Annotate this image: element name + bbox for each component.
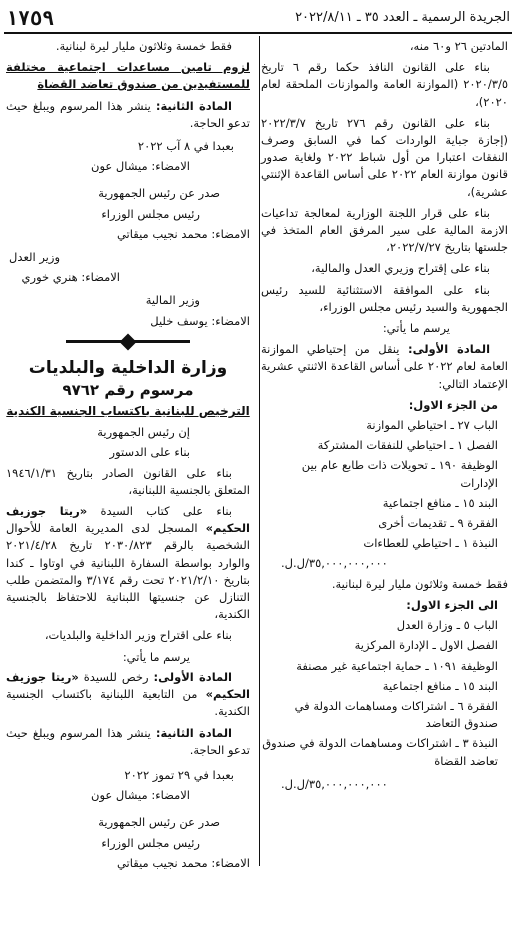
list-item: الفصل الاول ـ الإدارة المركزية <box>354 638 498 653</box>
date: بعبدا في ٢٩ تموز ٢٠٢٢ <box>124 767 234 782</box>
column-divider <box>259 36 260 866</box>
signature: الامضاء: محمد نجيب ميقاتي <box>116 855 250 870</box>
article-label: المادة الأولى: <box>407 342 491 357</box>
list-item: الفصل ١ ـ احتياطي للنفقات المشتركة <box>317 438 498 453</box>
decree-title: الترخيص للبنانية باكتساب الجنسية الكندية <box>6 404 250 419</box>
signatory-title: وزير المالية <box>145 293 200 308</box>
paragraph: المادتين ٢٦ و٦٠ منه، <box>409 39 508 53</box>
paragraph: بناء على القانون النافذ حكما رقم ٦ تاريخ ٢٠٢٠/٣/٥ (الموازنة العامة والموازنات الملحقة لعام ٢٠٢٠)، <box>261 60 508 109</box>
list-item: الوظيفة ١٠٩١ ـ حماية اجتماعية غير مصنفة <box>296 658 498 673</box>
paragraph: بناء على الدستور <box>109 445 190 460</box>
person-name: «ريتا جوزيف الحكيم» <box>6 504 250 536</box>
signatory-title: رئيس مجلس الوزراء <box>101 206 200 221</box>
paragraph <box>6 503 250 623</box>
from-heading: من الجزء الاول: <box>408 397 498 412</box>
article-label: المادة الثانية: <box>155 725 232 740</box>
list-item: الوظيفة ١٩٠ ـ تحويلات ذات طابع عام بين الإدارات <box>301 458 498 490</box>
decree-number: مرسوم رقم ٩٧٦٢ <box>62 380 194 399</box>
article-2 <box>6 98 250 132</box>
to-heading: الى الجزء الاول: <box>406 597 498 612</box>
signature: الامضاء: محمد نجيب ميقاتي <box>116 226 250 241</box>
list-item: الباب ٢٧ ـ احتياطي الموازنة <box>366 418 498 433</box>
paragraph: بناء على إقتراح وزيري العدل والمالية، <box>311 261 490 276</box>
header-title: الجريدة الرسمية ـ العدد ٣٥ ـ ٢٠٢٢/٨/١١ <box>295 10 510 25</box>
paragraph: يرسم ما يأتي: <box>122 649 190 664</box>
article-text: ينشر هذا المرسوم ويبلغ حيث تدعو الحاجة. <box>6 725 250 757</box>
paragraph: بناء على قرار اللجنة الوزارية لمعالجة تداعيات الازمة المالية على سير المرفق العام المتخذ في جلستها بتاريخ ٢٠٢٢/٧/٢٧، <box>261 205 508 255</box>
signature: الامضاء: هنري خوري <box>21 270 120 285</box>
list-item: النبذة ٣ ـ اشتراكات ومساهمات الدولة في صندوق تعاضد القضاة <box>262 736 498 768</box>
article-text: من التابعية اللبنانية باكتساب الجنسية الكندية. <box>6 687 250 719</box>
list-item: النبذة ١ ـ احتياطي للعطاءات <box>363 536 498 551</box>
amount: ٣٥,٠٠٠,٠٠٠,٠٠٠/ل.ل. <box>281 556 388 571</box>
paragraph: بناء على القانون الصادر بتاريخ ١٩٤٦/١/٣١ المتعلق بالجنسية اللبنانية، <box>6 465 250 497</box>
date: بعبدا في ٨ آب ٢٠٢٢ <box>137 139 234 154</box>
amount-words: فقط خمسة وثلاثون مليار ليرة لبنانية. <box>55 39 232 53</box>
article-1 <box>261 341 508 393</box>
signature: الامضاء: ميشال عون <box>91 159 190 174</box>
person-name: «ريتا جوزيف الحكيم» <box>6 669 250 702</box>
ministry-title: وزارة الداخلية والبلديات <box>28 357 228 378</box>
list-item: البند ١٥ ـ منافع اجتماعية <box>382 495 498 510</box>
list-item: الفقرة ٩ ـ تقديمات أخرى <box>378 516 498 531</box>
paragraph-text: بناء على كتاب السيدة <box>87 504 232 519</box>
article-1 <box>6 669 250 721</box>
article-label: المادة الأولى: <box>153 669 232 684</box>
header-rule <box>4 32 512 34</box>
left-column <box>6 38 250 875</box>
article-text: ينقل من إحتياطي الموازنة العامة لعام ٢٠٢٢ على أساس القاعدة الاثنتي عشرية الإعتماد التالي: <box>261 342 508 391</box>
article-2 <box>6 725 250 759</box>
signature: الامضاء: يوسف خليل <box>150 313 250 328</box>
issued-by: صدر عن رئيس الجمهورية <box>98 815 220 830</box>
amount-words: فقط خمسة وثلاثون مليار ليرة لبنانية. <box>331 576 508 591</box>
page-header <box>6 6 510 32</box>
amount: ٣٥,٠٠٠,٠٠٠,٠٠٠/ل.ل. <box>281 776 388 791</box>
list-item: الباب ٥ ـ وزارة العدل <box>396 618 498 633</box>
paragraph: بناء على الموافقة الاستثنائية للسيد رئيس الجمهورية والسيد رئيس مجلس الوزراء، <box>261 282 508 314</box>
article-text: رخص للسيدة <box>78 669 154 684</box>
list-item: البند ١٥ ـ منافع اجتماعية <box>382 678 498 693</box>
paragraph: إن رئيس الجمهورية <box>97 425 190 440</box>
article-label: المادة الثانية: <box>155 98 232 113</box>
paragraph: بناء على اقتراح وزير الداخلية والبلديات، <box>44 628 232 643</box>
signatory-title: وزير العدل <box>9 250 60 265</box>
paragraph: يرسم ما يأتي: <box>382 321 450 336</box>
paragraph: بناء على القانون رقم ٢٧٦ تاريخ ٢٠٢٢/٣/٧ (إجازة جباية الواردات كما في السابق وصرف النفقات اعتبارا من أول شباط ٢٠٢٢ ولغاية صدور قانون موازنة العام ٢٠٢٢ على أساس القاعدة الإثنتي عشرية)، <box>261 115 508 199</box>
article-text: ينشر هذا المرسوم ويبلغ حيث تدعو الحاجة. <box>6 98 250 130</box>
right-column <box>261 38 508 796</box>
section-divider <box>6 334 250 348</box>
issued-by: صدر عن رئيس الجمهورية <box>98 186 220 201</box>
paragraph-text: المسجل لدى المديرية العامة للأحوال الشخصية بالرقم ٢٠٣٠/٨٢٣ تاريخ ٢٠٢١/٤/٢٨ والوارد بواسطة السفارة اللبنانية في اوتاوا ـ كندا بتاريخ ٢٠٢١/٢/١٠ تحت رقم ٣/١٧٤ والمتضمن طلب التنازل عن جنسيتها اللبنانية للاحتفاظ بالجنسية الكندية، <box>6 521 251 622</box>
decree-purpose: لزوم تامين مساعدات اجتماعية مختلفة للمستفيدين من صندوق تعاضد القضاة <box>6 60 250 92</box>
page-number: ١٧٥٩ <box>6 6 55 30</box>
list-item: الفقرة ٦ ـ اشتراكات ومساهمات الدولة في صندوق التعاضد <box>294 698 498 731</box>
signatory-title: رئيس مجلس الوزراء <box>101 835 200 850</box>
signature: الامضاء: ميشال عون <box>91 788 190 803</box>
